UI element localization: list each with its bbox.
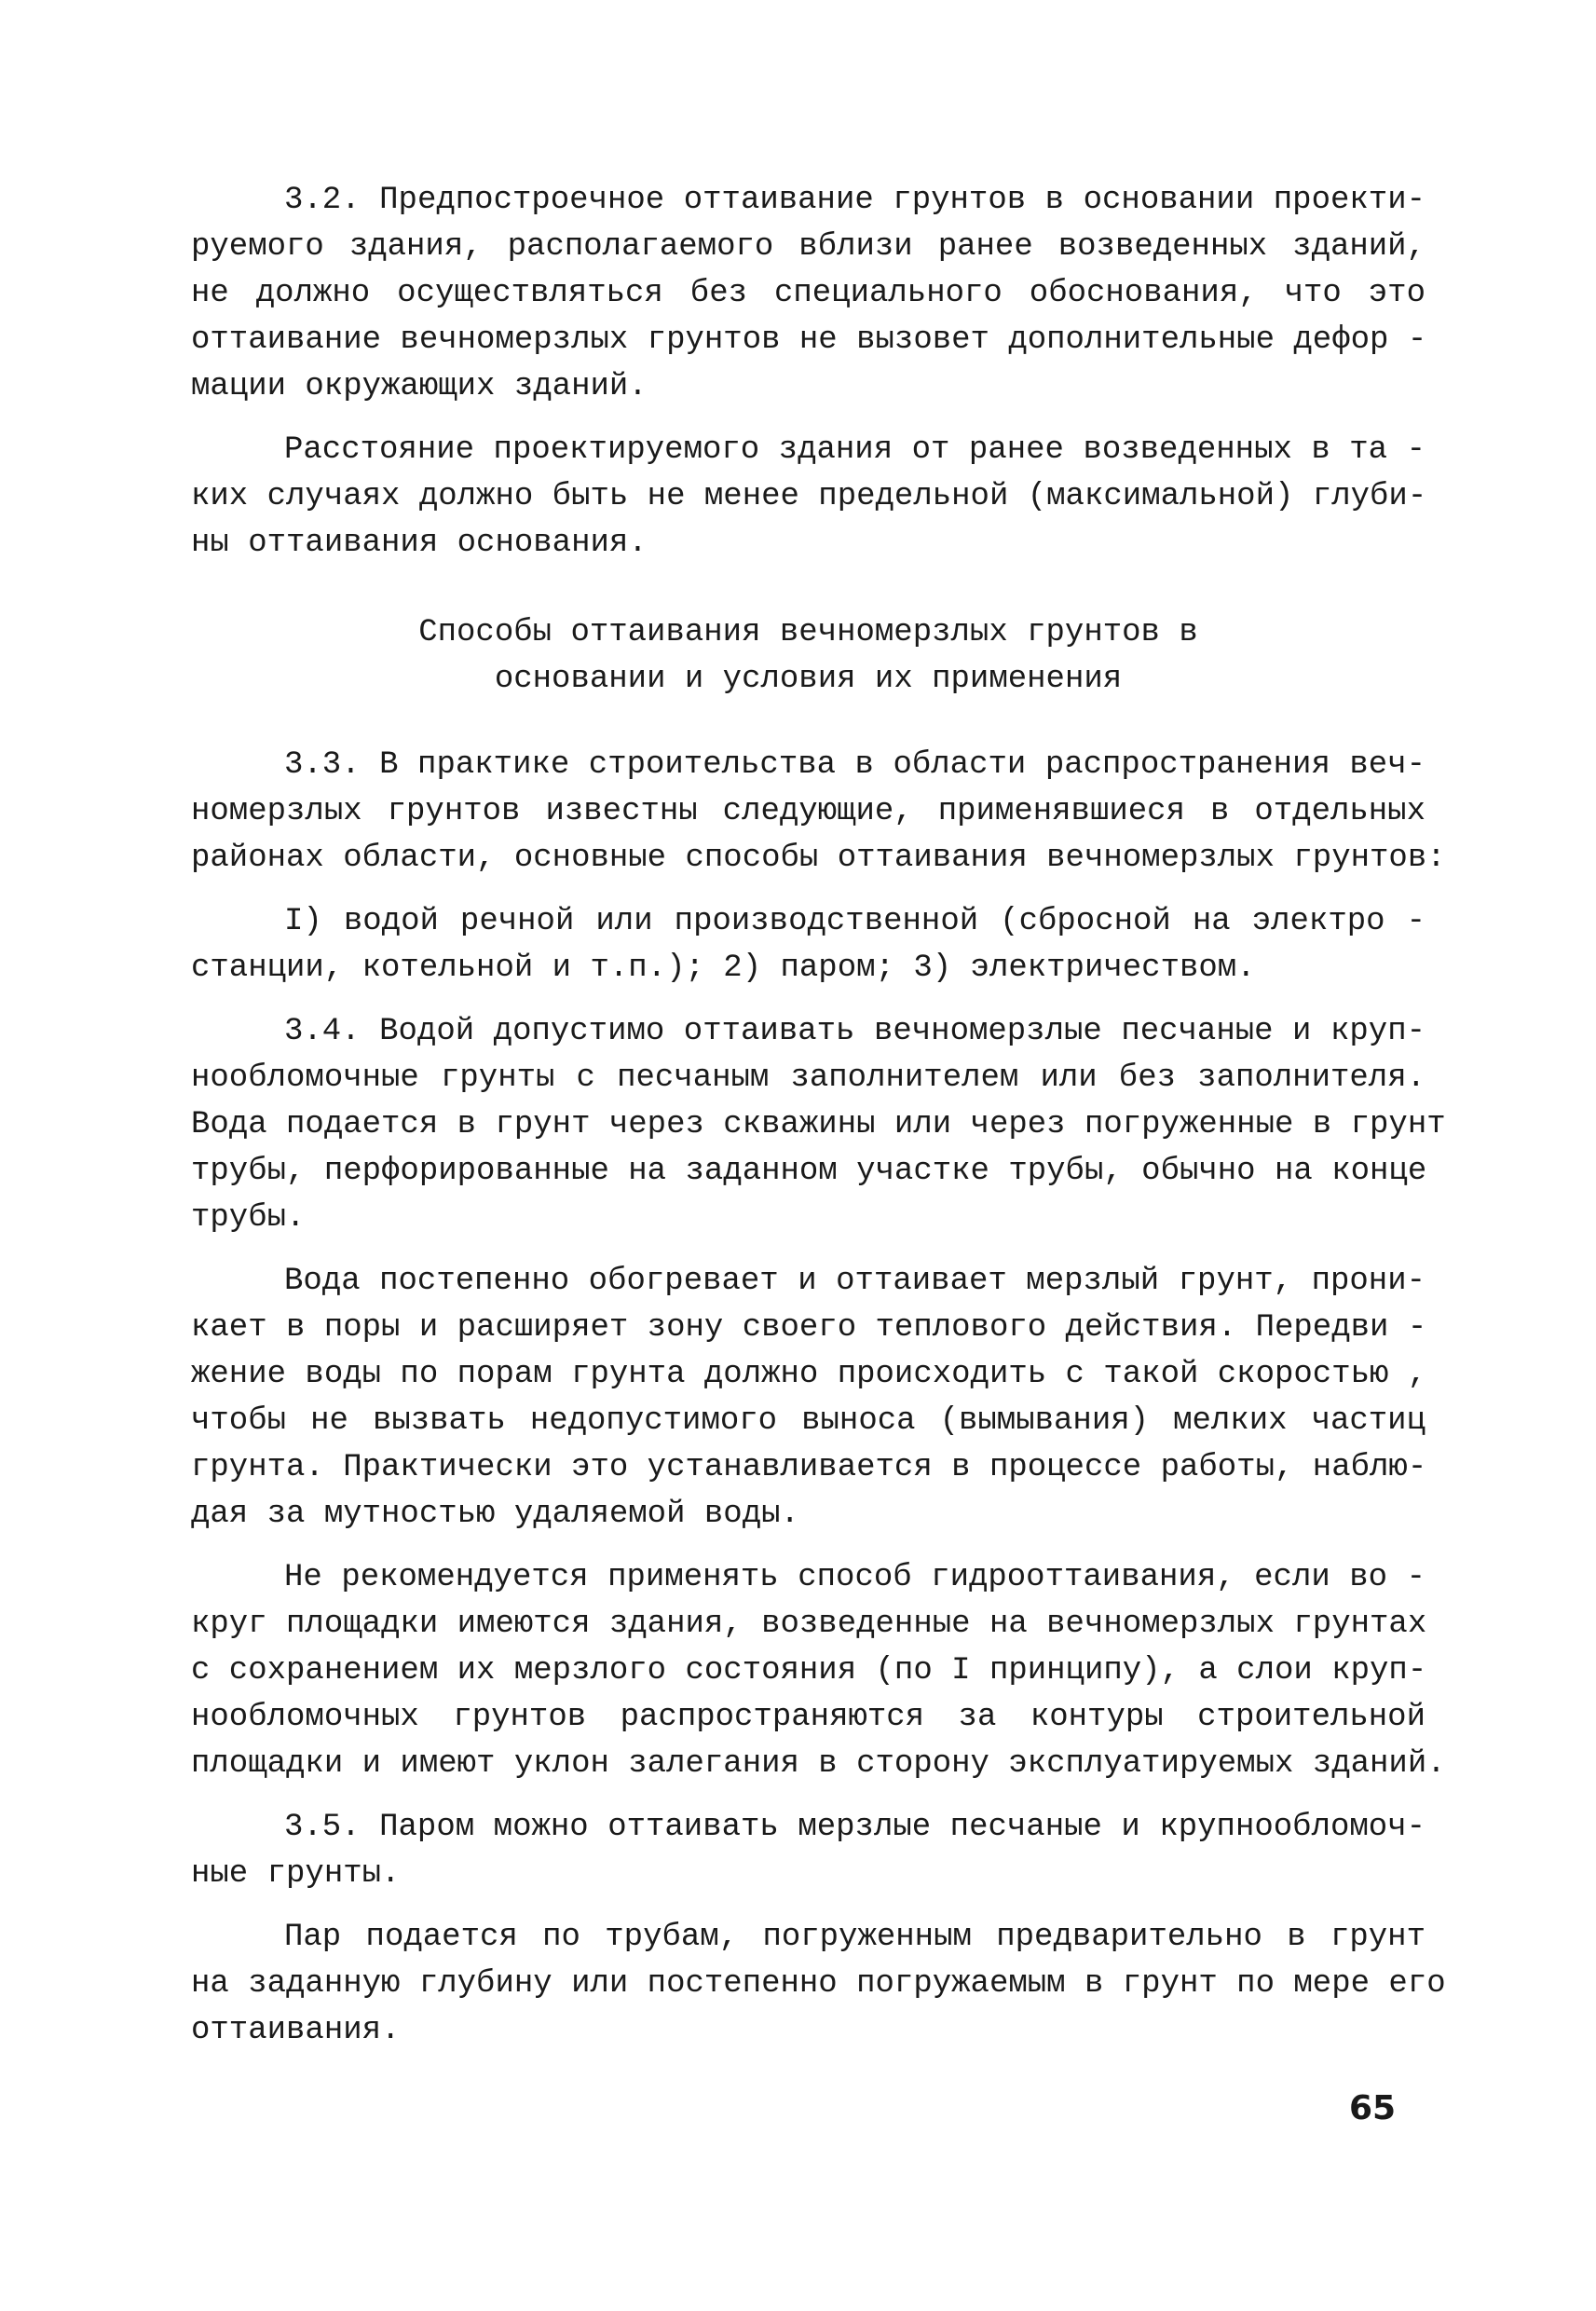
paragraph-steam-pipes: [191, 1914, 1446, 2054]
paragraph-3-5: [191, 1804, 1425, 1897]
text-line: районах области, основные способы оттаивания вечномерзлых грунтов:: [191, 841, 1446, 876]
paragraph-methods-list: [191, 898, 1425, 991]
section-heading: [191, 609, 1425, 703]
paragraph-3-4: [191, 1008, 1446, 1241]
document-page: [191, 177, 1446, 2071]
text-line: оттаивание вечномерзлых грунтов не вызовет дополнительные дефор -: [191, 322, 1427, 358]
page-number: 65: [1349, 2089, 1397, 2127]
heading-line-1: Способы оттаивания вечномерзлых грунтов в: [418, 615, 1198, 650]
text-line: трубы, перфорированные на заданном участке трубы, обычно на конце: [191, 1154, 1427, 1189]
text-line: Вода постепенно обогревает и оттаивает мерзлый грунт, прони-: [284, 1264, 1425, 1299]
text-line: Вода подается в грунт через скважины или через погруженные в грунт: [191, 1107, 1446, 1142]
text-line: кает в поры и расширяет зону своего теплового действия. Передви -: [191, 1310, 1427, 1346]
text-line: грунта. Практически это устанавливается в процессе работы, наблю-: [191, 1450, 1427, 1485]
paragraph-3-2: [191, 177, 1425, 410]
text-line: Не рекомендуется применять способ гидрооттаивания, если во -: [284, 1560, 1425, 1595]
text-line: круг площадки имеются здания, возведенные на вечномерзлых грунтах: [191, 1607, 1427, 1642]
text-line: руемого здания, располагаемого вблизи ранее возведенных зданий,: [191, 229, 1425, 265]
text-line: площадки и имеют уклон залегания в сторону эксплуатируемых зданий.: [191, 1746, 1446, 1782]
heading-line-2: основании и условия их применения: [494, 662, 1123, 697]
text-line: нообломочных грунтов распространяются за контуры строительной: [191, 1700, 1425, 1735]
text-line: ких случаях должно быть не менее предельной (максимальной) глуби-: [191, 479, 1427, 514]
text-line: жение воды по порам грунта должно происходить с такой скоростью ,: [191, 1357, 1427, 1392]
text-line: на заданную глубину или постепенно погружаемым в грунт по мере его: [191, 1966, 1446, 2002]
text-line: дая за мутностью удаляемой воды.: [191, 1497, 799, 1532]
text-line: 3.5. Паром можно оттаивать мерзлые песчаные и крупнообломоч-: [284, 1810, 1425, 1845]
text-line: 3.2. Предпостроечное оттаивание грунтов в основании проекти-: [284, 183, 1425, 218]
text-line: ны оттаивания основания.: [191, 526, 648, 561]
paragraph-water-heating: [191, 1258, 1425, 1538]
text-line: с сохранением их мерзлого состояния (по I принципу), а слои круп-: [191, 1653, 1427, 1689]
paragraph-distance: [191, 427, 1425, 567]
text-line: Пар подается по трубам, погруженным предварительно в грунт: [284, 1920, 1425, 1955]
text-line: Расстояние проектируемого здания от ранее возведенных в та -: [284, 432, 1425, 468]
text-line: станции, котельной и т.п.); 2) паром; 3) электричеством.: [191, 950, 1256, 986]
text-line: 3.3. В практике строительства в области распространения веч-: [284, 747, 1425, 783]
text-line: I) водой речной или производственной (сбросной на электро -: [284, 904, 1425, 939]
text-line: чтобы не вызвать недопустимого выноса (вымывания) мелких частиц: [191, 1403, 1425, 1439]
text-line: 3.4. Водой допустимо оттаивать вечномерзлые песчаные и круп-: [284, 1014, 1425, 1049]
text-line: оттаивания.: [191, 2013, 401, 2048]
text-line: номерзлых грунтов известны следующие, применявшиеся в отдельных: [191, 794, 1425, 829]
paragraph-3-3: [191, 742, 1446, 882]
text-line: нообломочные грунты с песчаным заполнителем или без заполнителя.: [191, 1060, 1425, 1096]
paragraph-not-recommended: [191, 1554, 1446, 1787]
text-line: ные грунты.: [191, 1856, 401, 1892]
text-line: мации окружающих зданий.: [191, 369, 648, 404]
text-line: не должно осуществляться без специального обоснования, что это: [191, 276, 1425, 311]
text-line: трубы.: [191, 1200, 306, 1236]
